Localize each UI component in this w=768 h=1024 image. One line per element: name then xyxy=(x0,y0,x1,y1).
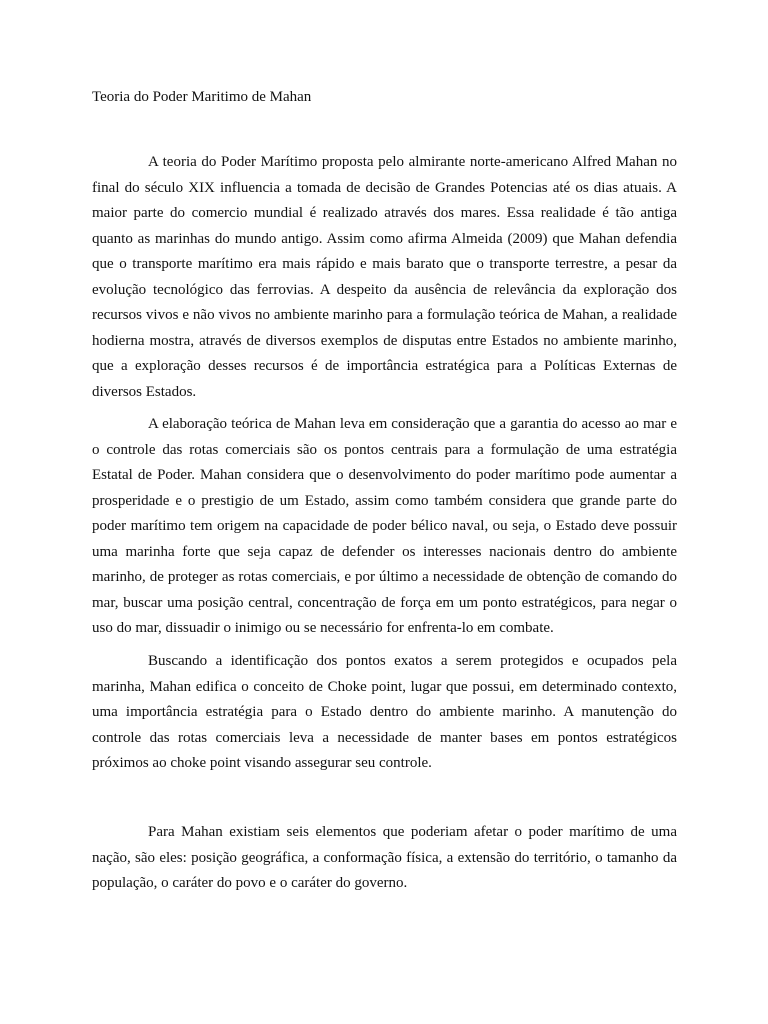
paragraph-1: A teoria do Poder Marítimo proposta pelo almirante norte-americano Alfred Mahan no final do século XIX influencia a tomada de decisão de Grandes Potencias até os dias atuais. A maior parte do comercio mundial é realizado através dos mares. Essa realidade é tão antiga quanto as marinhas do mundo antigo. Assim como afirma Almeida (2009) que Mahan defendia que o transporte marítimo era mais rápido e mais barato que o transporte terrestre, a pesar da evolução tecnológico das ferrovias. A despeito da ausência de relevância da exploração dos recursos vivos e não vivos no ambiente marinho para a formulação teórica de Mahan, a realidade hodierna mostra, através de diversos exemplos de disputas entre Estados no ambiente marinho, que a exploração desses recursos é de importância estratégica para a Políticas Externas de diversos Estados. xyxy=(92,154,677,400)
paragraph-3: Buscando a identificação dos pontos exatos a serem protegidos e ocupados pela marinha, Mahan edifica o conceito de Choke point, lugar que possui, em determinado contexto, uma importância estratégia para o Estado dentro do ambiente marinho. A manutenção do controle das rotas comerciais leva a necessidade de manter bases em pontos estratégicos próximos ao choke point visando assegurar seu controle. xyxy=(92,653,677,771)
paragraph-4: Para Mahan existiam seis elementos que poderiam afetar o poder marítimo de uma nação, são eles: posição geográfica, a conformação física, a extensão do território, o tamanho da população, o caráter do povo e o caráter do governo. xyxy=(92,824,677,891)
document-title: Teoria do Poder Maritimo de Mahan xyxy=(92,89,312,105)
paragraph-2: A elaboração teórica de Mahan leva em consideração que a garantia do acesso ao mar e o controle das rotas comerciais são os pontos centrais para a formulação de uma estratégia Estatal de Poder. Mahan considera que o desenvolvimento do poder marítimo pode aumentar a prosperidade e o prestigio de um Estado, assim como também considera que grande parte do poder marítimo tem origem na capacidade de poder bélico naval, ou seja, o Estado deve possuir uma marinha forte que seja capaz de defender os interesses nacionais dentro do ambiente marinho, de proteger as rotas comerciais, e por último a necessidade de obtenção de comando do mar, buscar uma posição central, concentração de força em um ponto estratégicos, para negar o uso do mar, dissuadir o inimigo ou se necessário for enfrenta-lo em combate. xyxy=(92,416,677,636)
